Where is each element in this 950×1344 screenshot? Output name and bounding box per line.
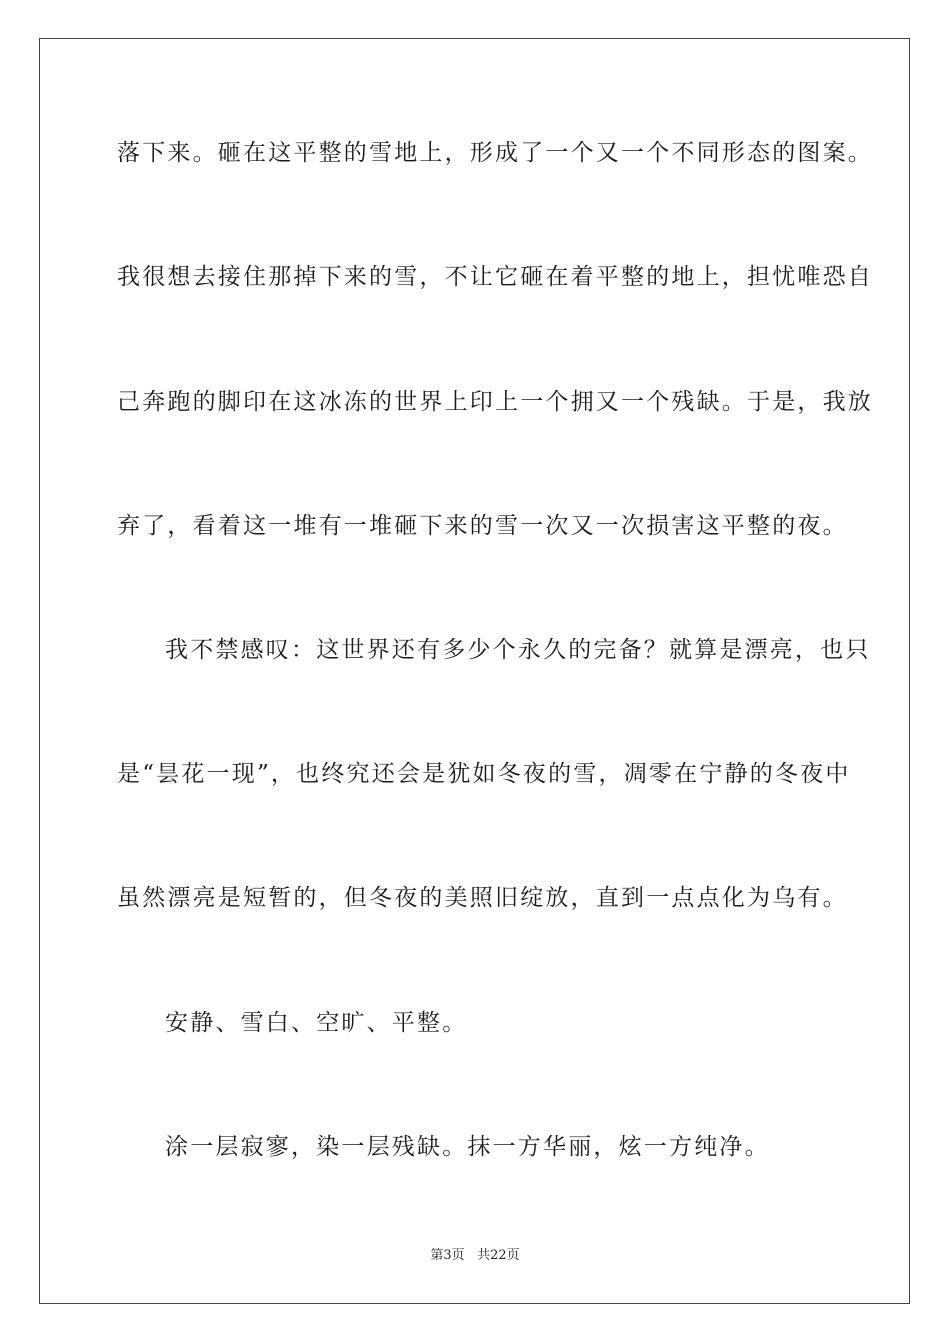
page-border <box>39 38 910 1304</box>
text-line-4: 弃了，看着这一堆有一堆砸下来的雪一次又一次损害这平整的夜。 <box>117 513 848 539</box>
text-line-8: 安静、雪白、空旷、平整。 <box>165 1010 468 1036</box>
page-footer <box>0 1247 950 1265</box>
text-line-6: 是“昙花一现”，也终究还会是犹如冬夜的雪，凋零在宁静的冬夜中 <box>117 761 851 787</box>
text-line-7: 虽然漂亮是短暂的，但冬夜的美照旧绽放，直到一点点化为乌有。 <box>117 885 848 911</box>
text-line-9: 涂一层寂寥，染一层残缺。抹一方华丽，炫一方纯净。 <box>165 1134 770 1160</box>
text-line-1: 落下来。砸在这平整的雪地上，形成了一个又一个不同形态的图案。 <box>117 140 873 166</box>
text-line-3: 己奔跑的脚印在这冰冻的世界上印上一个拥又一个残缺。于是，我放 <box>117 389 873 415</box>
page-number: 第3页 <box>430 1248 465 1263</box>
total-pages: 共22页 <box>477 1248 520 1263</box>
text-line-5: 我不禁感叹：这世界还有多少个永久的完备？就算是漂亮，也只 <box>165 637 871 663</box>
text-line-2: 我很想去接住那掉下来的雪，不让它砸在着平整的地上，担忧唯恐自 <box>117 264 873 290</box>
